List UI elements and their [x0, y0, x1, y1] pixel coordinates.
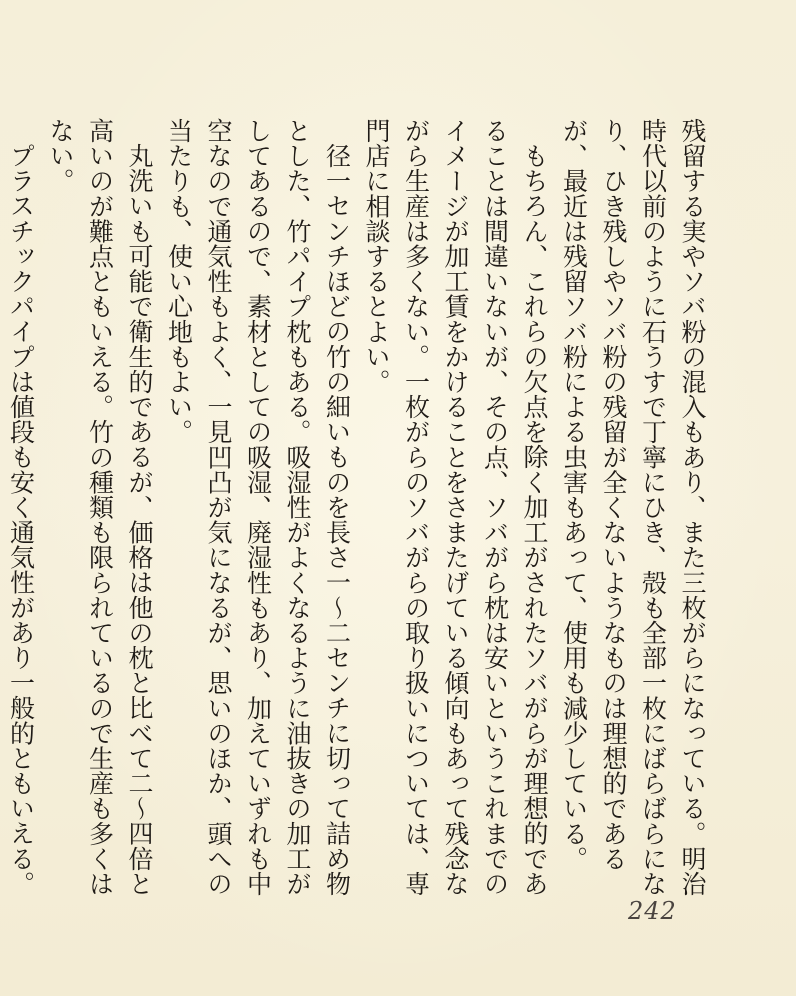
- paragraph-5: プラスチックパイプは値段も安く通気性があり一般的ともいえる。: [6, 143, 36, 896]
- paragraph-2: もちろん、これらの欠点を除く加工がされたソバがらが理想的であることは間違いないが、その点、ソバがら枕は安いというこれまでのイメージが加工賃をかけることをさまたげている傾向もあって残念ながら生産は多くない。一枚がらのソバがらの取り扱いについては、専門店に相談するとよい。: [362, 118, 549, 897]
- paragraph-4: 丸洗いも可能で衛生的であるが、価格は他の枕と比べて二〜四倍と高いのが難点ともいえる。竹の種類も限られているので生産も多くはない。: [46, 118, 154, 897]
- paragraph-3: 径一センチほどの竹の細いものを長さ一〜二センチに切って詰め物とした、竹パイプ枕もある。吸湿性がよくなるように油抜きの加工がしてあるので、素材としての吸湿、廃湿性もあり、加えていずれも中空なので通気性もよく、一見凹凸が気になるが、思いのほか、頭への当たりも、使い心地もよい。: [164, 118, 352, 897]
- page-number: 242: [628, 897, 677, 925]
- body-text: [6, 118, 712, 908]
- paragraph-1: 残留する実やソバ粉の混入もあり、また三枚がらになっている。明治時代以前のように石うすで丁寧にひき、殻も全部一枚にばらばらになり、ひき残しやソバ粉の残留が全くないようなものは理想的であるが、最近は残留ソバ粉による虫害もあって、使用も減少している。: [559, 118, 707, 897]
